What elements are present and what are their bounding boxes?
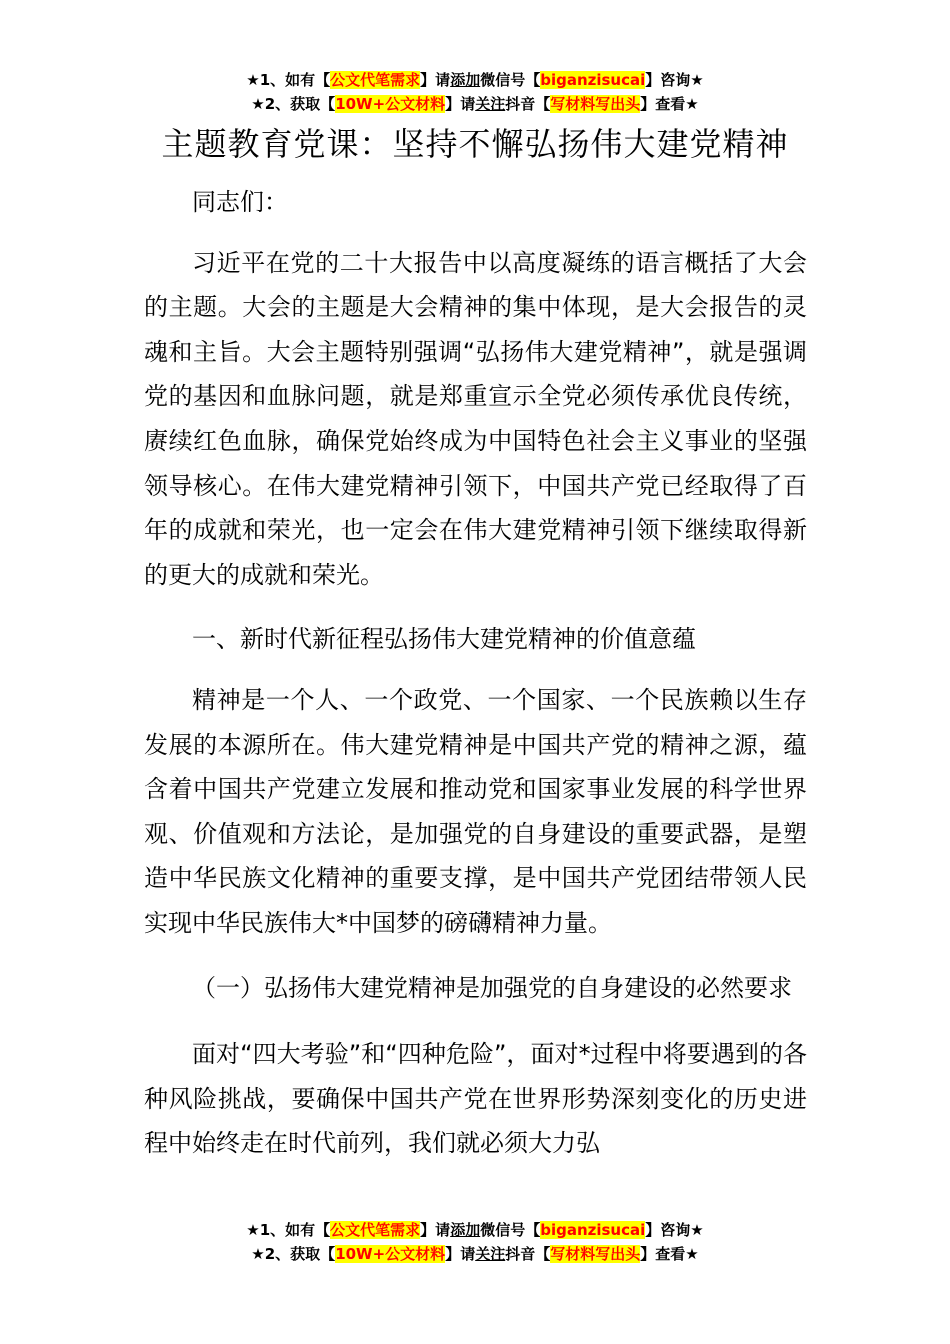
header-banner	[0, 68, 950, 116]
banner-underline: 关注	[475, 1245, 506, 1263]
paragraph-3: 面对“四大考验”和“四种危险”，面对*过程中将要遇到的各种风险挑战，要确保中国共产党在世界形势深刻变化的历史进程中始终走在时代前列，我们就必须大力弘	[144, 1040, 807, 1158]
banner-wechat-id: biganzisucai	[540, 1221, 646, 1239]
banner-text: 微信号【	[480, 1221, 541, 1239]
paragraph-2: 精神是一个人、一个政党、一个国家、一个民族赖以生存发展的本源所在。伟大建党精神是中国共产党的精神之源，蕴含着中国共产党建立发展和推动党和国家事业发展的科学世界观、价值观和方法论，是加强党的自身建设的重要武器，是塑造中华民族文化精神的重要支撑，是中国共产党团结带领人民实现中华民族伟大*中国梦的磅礴精神力量。	[144, 685, 807, 937]
banner-text: 】查看★	[640, 95, 699, 113]
banner-underline: 关注	[475, 95, 506, 113]
subsection-heading-1: （一）弘扬伟大建党精神是加强党的自身建设的必然要求	[192, 973, 792, 1002]
banner-highlight: 10W+公文材料	[335, 1245, 446, 1263]
banner-highlight: 10W+公文材料	[335, 95, 446, 113]
banner-underline: 添加	[450, 71, 481, 89]
banner-highlight: 公文代笔需求	[330, 1221, 421, 1239]
banner-text: 】请	[445, 95, 476, 113]
banner-underline: 添加	[450, 1221, 481, 1239]
banner-text: 抖音【	[505, 1245, 551, 1263]
banner-line-2	[0, 1242, 950, 1266]
banner-text: 】请	[420, 1221, 451, 1239]
document-body	[144, 180, 807, 1186]
banner-line-1	[0, 1218, 950, 1242]
banner-text: ★1、如有【	[246, 71, 331, 89]
paragraph-1: 习近平在党的二十大报告中以高度凝练的语言概括了大会的主题。大会的主题是大会精神的集中体现，是大会报告的灵魂和主旨。大会主题特别强调“弘扬伟大建党精神”，就是强调党的基因和血脉问题，就是郑重宣示全党必须传承优良传统，赓续红色血脉，确保党始终成为中国特色社会主义事业的坚强领导核心。在伟大建党精神引领下，中国共产党已经取得了百年的成就和荣光，也一定会在伟大建党精神引领下继续取得新的更大的成就和荣光。	[144, 248, 807, 589]
greeting: 同志们：	[192, 188, 288, 216]
banner-text: ★1、如有【	[246, 1221, 331, 1239]
banner-douyin-id: 写材料写出头	[550, 95, 641, 113]
banner-line-1	[0, 68, 950, 92]
banner-highlight: 公文代笔需求	[330, 71, 421, 89]
banner-text: 微信号【	[480, 71, 541, 89]
banner-text: 】请	[445, 1245, 476, 1263]
banner-text: ★2、获取【	[251, 95, 336, 113]
banner-douyin-id: 写材料写出头	[550, 1245, 641, 1263]
banner-text: 】咨询★	[645, 71, 704, 89]
banner-text: ★2、获取【	[251, 1245, 336, 1263]
banner-text: 抖音【	[505, 95, 551, 113]
banner-wechat-id: biganzisucai	[540, 71, 646, 89]
banner-text: 】咨询★	[645, 1221, 704, 1239]
document-title: 主题教育党课：坚持不懈弘扬伟大建党精神	[161, 125, 789, 163]
section-heading-1: 一、新时代新征程弘扬伟大建党精神的价值意蕴	[192, 625, 696, 654]
banner-line-2	[0, 92, 950, 116]
footer-banner	[0, 1218, 950, 1266]
banner-text: 】请	[420, 71, 451, 89]
banner-text: 】查看★	[640, 1245, 699, 1263]
